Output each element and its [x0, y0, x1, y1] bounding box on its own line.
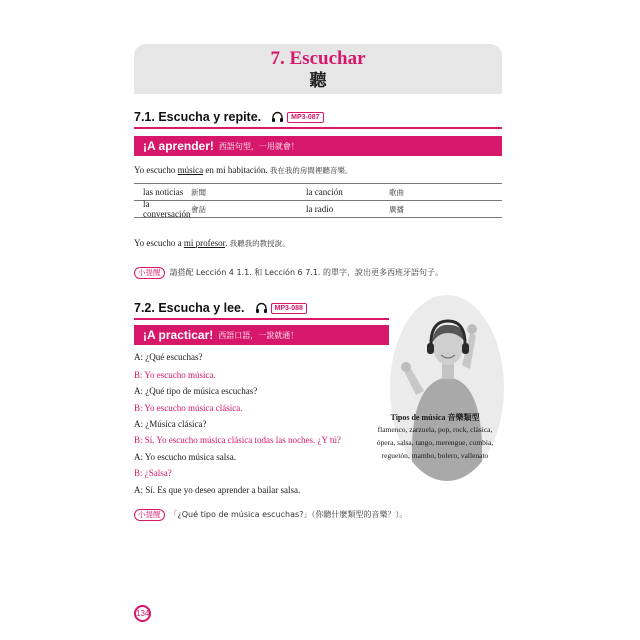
- dialogue-line: B: Sí. Yo escucho música clásica todas las noches. ¿Y tú?: [134, 435, 341, 445]
- section-heading-7-1: [134, 110, 324, 124]
- vocab-row: [134, 201, 502, 218]
- section-divider: [134, 318, 389, 320]
- music-types-box: [366, 412, 504, 462]
- hint-tag: 小提醒: [134, 267, 165, 279]
- sentence-keyword: música: [177, 165, 204, 175]
- banner-label: ¡A practicar!: [143, 328, 214, 342]
- example-sentence-2: [134, 238, 290, 249]
- sentence-part: Yo escucho a: [134, 238, 184, 248]
- sentence-part: en mi habitación.: [203, 165, 268, 175]
- chapter-title: 7. Escuchar: [270, 48, 366, 69]
- section-heading-text: 7.2. Escucha y lee.: [134, 301, 245, 315]
- headphones-icon[interactable]: [255, 302, 268, 314]
- sentence-part: .: [225, 238, 228, 248]
- music-types-line: ópera, salsa, tango, merengue, cumbia,: [376, 438, 494, 447]
- hint-text: 「¿Qué tipo de música escuchas?」（你聽什麼類型的音樂？）。: [169, 510, 408, 520]
- vocab-es: las noticias: [143, 187, 184, 197]
- vocab-zh: 新聞: [191, 187, 206, 197]
- chapter-title-box: [134, 44, 502, 94]
- section-heading-7-2: [134, 301, 307, 315]
- banner-sub: 西語句型，一用就會！: [218, 141, 299, 151]
- dialogue-line: B: Yo escucho música.: [134, 370, 216, 380]
- banner-sub: 西語口語，一說就通！: [218, 330, 299, 340]
- sentence-part: Yo escucho: [134, 165, 178, 175]
- banner-aprender: [134, 136, 502, 156]
- hint-tag: 小提醒: [134, 509, 165, 521]
- mp3-track-label[interactable]: MP3-087: [287, 112, 323, 123]
- banner-practicar: [134, 325, 389, 345]
- dialogue-line: A: ¿Qué tipo de música escuchas?: [134, 386, 258, 396]
- example-sentence-1: [134, 165, 352, 176]
- dialogue-line: B: Yo escucho música clásica.: [134, 403, 243, 413]
- section-heading-text: 7.1. Escucha y repite.: [134, 110, 262, 124]
- dialogue-line: A: Sí. Es que yo deseo aprender a bailar salsa.: [134, 485, 301, 495]
- music-types-title: Tipos de música 音樂類型: [390, 413, 480, 422]
- music-types-line: reguetón, mambo, bolero, vallenato: [381, 451, 489, 460]
- dialogue-line: A: ¿Música clásica?: [134, 419, 207, 429]
- sentence-keyword: mi profesor: [183, 238, 226, 248]
- dialogue-line: A: ¿Qué escuchas?: [134, 352, 203, 362]
- banner-label: ¡A aprender!: [143, 139, 214, 153]
- hint-note-1: [134, 267, 443, 279]
- page-number: 134: [134, 605, 151, 622]
- chapter-subtitle: 聽: [309, 71, 327, 91]
- dialogue-line: B: ¿Salsa?: [134, 468, 172, 478]
- music-types-line: flamenco, zarzuela, pop, rock, clásica,: [377, 425, 493, 434]
- vocab-es: la conversación: [143, 199, 191, 219]
- hint-text: 請搭配 Lección 4 1.1. 和 Lección 6 7.1. 的單字，說出更多西班牙語句子。: [169, 268, 443, 278]
- dialogue-line: A: Yo escucho música salsa.: [134, 452, 236, 462]
- sentence-translation: 我聽我的教授說。: [229, 239, 290, 248]
- vocab-zh: 廣播: [389, 204, 404, 214]
- vocab-zh: 會話: [191, 204, 206, 214]
- vocab-table: [134, 183, 502, 218]
- vocab-es: la radio: [306, 204, 334, 214]
- hint-note-2: [134, 509, 407, 521]
- vocab-zh: 歌曲: [389, 187, 404, 197]
- mp3-track-label[interactable]: MP3-088: [271, 303, 307, 314]
- section-divider: [134, 127, 502, 129]
- sentence-translation: 我在我的房間裡聽音樂。: [269, 166, 353, 175]
- headphones-icon[interactable]: [271, 111, 284, 123]
- vocab-es: la canción: [306, 187, 343, 197]
